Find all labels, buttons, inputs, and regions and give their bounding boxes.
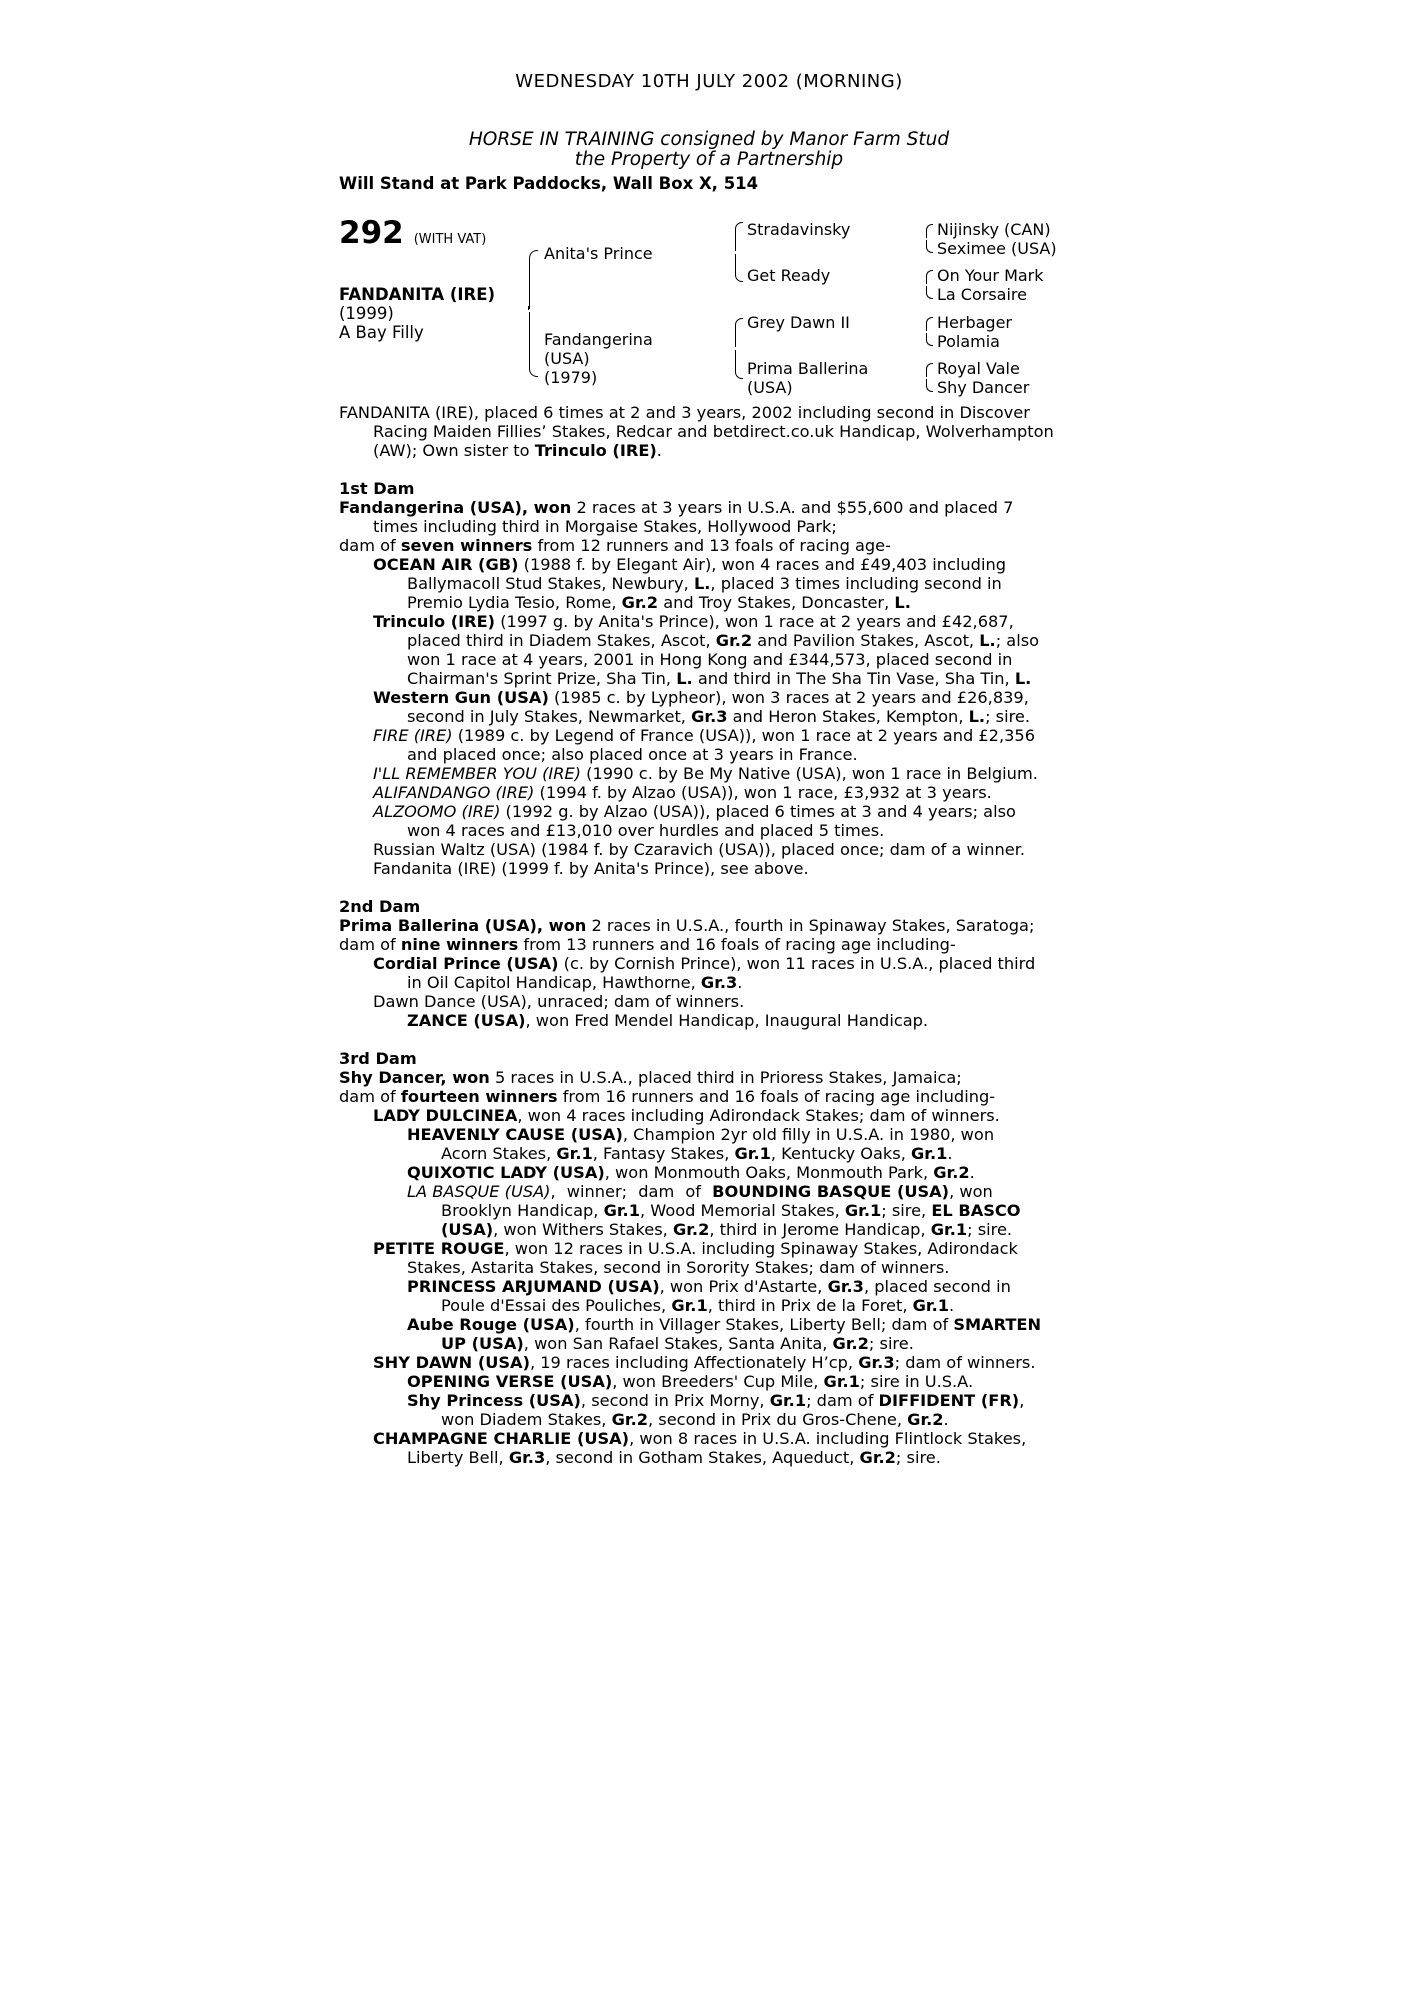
- produce-text: , third in Prix de la Foret,: [707, 1296, 913, 1315]
- produce-entry: [407, 1125, 994, 1144]
- produce-text: , won 12 races in U.S.A. including Spinaway Stakes, Adirondack: [504, 1239, 1018, 1258]
- produce-text: ; sire in U.S.A.: [859, 1372, 974, 1391]
- g3-bracket-2b: [926, 286, 933, 299]
- listed-badge: L.: [676, 669, 693, 688]
- produce-name: SHY DAWN (USA): [373, 1353, 530, 1372]
- group-badge: Gr.2: [672, 1220, 710, 1239]
- pedigree-dam-dam-name: Prima Ballerina: [747, 359, 869, 378]
- produce-text: , placed 3 times including second in: [710, 574, 1002, 593]
- produce-text: Premio Lydia Tesio, Rome,: [407, 593, 622, 612]
- produce-entry: [373, 1429, 1026, 1448]
- produce-text: , fourth in Villager Stakes, Liberty Bell; dam of: [574, 1315, 954, 1334]
- produce-text: , won 4 races including Adirondack Stakes; dam of winners.: [517, 1106, 1000, 1125]
- produce-text: ; also: [995, 631, 1040, 650]
- pedigree-g3-6: Polamia: [937, 332, 1000, 351]
- produce-text: in Oil Capitol Handicap, Hawthorne,: [407, 973, 701, 992]
- group-badge: Gr.3: [508, 1448, 546, 1467]
- produce-text: Poule d'Essai des Pouliches,: [441, 1296, 672, 1315]
- summary-text: .: [656, 441, 662, 460]
- pedigree-sire-dam: Get Ready: [747, 266, 831, 285]
- dam-name: Shy Dancer, won: [339, 1068, 490, 1087]
- pedigree-dam: [544, 330, 653, 387]
- produce-text: from 12 runners and 13 foals of racing age-: [532, 536, 891, 555]
- produce-text: , second in Gotham Stakes, Aqueduct,: [545, 1448, 860, 1467]
- produce-text: won Diadem Stakes,: [441, 1410, 612, 1429]
- consignor-line: HORSE IN TRAINING consigned by Manor Farm Stud: [468, 129, 950, 150]
- group-badge: Gr.2: [832, 1334, 869, 1353]
- produce-text: from 13 runners and 16 foals of racing age including-: [518, 935, 956, 954]
- produce-text: , won Withers Stakes,: [493, 1220, 673, 1239]
- produce-text: , Kentucky Oaks,: [770, 1144, 911, 1163]
- produce-text: and Heron Stakes, Kempton,: [727, 707, 969, 726]
- g3-bracket-1b: [926, 240, 933, 253]
- produce-entry: [407, 1315, 1041, 1334]
- ownership-line: the Property of a Partnership: [574, 149, 844, 170]
- produce-text: and Troy Stakes, Doncaster,: [658, 593, 895, 612]
- group-badge: Gr.1: [844, 1201, 882, 1220]
- produce-text: .: [949, 1296, 955, 1315]
- produce-entry: won 1 race at 4 years, 2001 in Hong Kong and £344,573, placed second in: [407, 650, 1013, 669]
- produce-name: OPENING VERSE (USA): [407, 1372, 613, 1391]
- horse-year: (1999): [339, 304, 394, 323]
- group-badge: Gr.2: [933, 1163, 970, 1182]
- pedigree-dam-sire: Grey Dawn II: [747, 313, 850, 332]
- summary-line-3: [373, 441, 662, 460]
- produce-entry: [373, 783, 992, 802]
- produce-name: ALIFANDANGO (IRE): [373, 783, 535, 802]
- first-dam-line: times including third in Morgaise Stakes, Hollywood Park;: [373, 517, 837, 536]
- g3-bracket-2a: [926, 270, 933, 284]
- dam-record: 2 races in U.S.A., fourth in Spinaway Stakes, Saratoga;: [586, 916, 1035, 935]
- produce-entry: [373, 726, 1035, 745]
- pedigree-g3-3: On Your Mark: [937, 266, 1044, 285]
- summary-line-2: Racing Maiden Fillies’ Stakes, Redcar and betdirect.co.uk Handicap, Wolverhampton: [373, 422, 1054, 441]
- produce-name: PRINCESS ARJUMAND (USA): [407, 1277, 660, 1296]
- pedigree-dam-dam: [747, 359, 868, 397]
- group-badge: Gr.2: [715, 631, 753, 650]
- dam-name: Prima Ballerina (USA), won: [339, 916, 587, 935]
- group-badge: Gr.2: [907, 1410, 944, 1429]
- produce-text: , won Fred Mendel Handicap, Inaugural Handicap.: [525, 1011, 929, 1030]
- sire-bracket-bottom: [735, 254, 743, 282]
- first-dam-heading: 1st Dam: [339, 479, 415, 498]
- sale-date: WEDNESDAY 10TH JULY 2002 (MORNING): [515, 71, 903, 92]
- produce-text: , second in Prix du Gros-Chene,: [647, 1410, 908, 1429]
- produce-text: , won San Rafael Stakes, Santa Anita,: [523, 1334, 833, 1353]
- produce-text: (1990 c. by Be My Native (USA), won 1 race in Belgium.: [581, 764, 1038, 783]
- listed-badge: L.: [894, 593, 911, 612]
- group-badge: Gr.2: [621, 593, 659, 612]
- vat-note: (WITH VAT): [413, 232, 487, 247]
- produce-entry: [373, 555, 1006, 574]
- horse-details: [339, 285, 495, 342]
- produce-name: BOUNDING BASQUE (USA): [712, 1182, 950, 1201]
- pedigree-g3-2: Seximee (USA): [937, 239, 1057, 258]
- pedigree-g3-5: Herbager: [937, 313, 1012, 332]
- produce-name: (USA): [441, 1220, 494, 1239]
- pedigree-sire-sire: Stradavinsky: [747, 220, 851, 239]
- produce-text: , Wood Memorial Stakes,: [639, 1201, 845, 1220]
- produce-entry: [407, 1448, 941, 1467]
- lot-number-value: 292: [339, 215, 404, 251]
- produce-text: Ballymacoll Stud Stakes, Newbury,: [407, 574, 694, 593]
- pedigree-dam-year: (1979): [544, 368, 598, 387]
- consignment-heading: [339, 130, 1079, 170]
- produce-text: , Fantasy Stakes,: [592, 1144, 735, 1163]
- group-badge: Gr.3: [858, 1353, 895, 1372]
- group-badge: Gr.3: [827, 1277, 864, 1296]
- pedigree-dam-origin: (USA): [544, 349, 590, 368]
- listed-badge: L.: [979, 631, 996, 650]
- pedigree-bracket-bottom: [529, 312, 538, 377]
- produce-entry: [407, 1372, 973, 1391]
- third-dam-line: [339, 1087, 995, 1106]
- group-badge: Gr.1: [734, 1144, 771, 1163]
- stabling-location: Will Stand at Park Paddocks, Wall Box X, 514: [339, 174, 759, 193]
- pedigree-bracket-mid: [520, 306, 529, 310]
- produce-name: SMARTEN: [953, 1315, 1042, 1334]
- pedigree-g3-1: Nijinsky (CAN): [937, 220, 1051, 239]
- produce-text: from 16 runners and 16 foals of racing age including-: [557, 1087, 996, 1106]
- produce-text: ; sire,: [881, 1201, 932, 1220]
- produce-entry: [407, 1163, 975, 1182]
- produce-entry: [441, 1201, 1021, 1220]
- produce-text: (1992 g. by Alzao (USA)), placed 6 times at 3 and 4 years; also: [500, 802, 1016, 821]
- produce-text: ; sire.: [985, 707, 1031, 726]
- first-dam-line: [339, 498, 1013, 517]
- produce-entry: [441, 1410, 949, 1429]
- dam-record: 2 races at 3 years in U.S.A. and $55,600 and placed 7: [571, 498, 1014, 517]
- listed-badge: L.: [968, 707, 986, 726]
- group-badge: Gr.1: [769, 1391, 807, 1410]
- produce-text: .: [947, 1144, 953, 1163]
- lot-number: [339, 215, 487, 251]
- listed-badge: L.: [1014, 669, 1032, 688]
- produce-name: Cordial Prince (USA): [373, 954, 559, 973]
- second-dam-line: [339, 935, 956, 954]
- produce-text: .: [737, 973, 743, 992]
- produce-text: , won 8 races in U.S.A. including Flintlock Stakes,: [629, 1429, 1027, 1448]
- pedigree-dam-name: Fandangerina: [544, 330, 653, 349]
- produce-entry: [373, 612, 1014, 631]
- produce-entry: won 4 races and £13,010 over hurdles and placed 5 times.: [407, 821, 885, 840]
- pedigree-g3-7: Royal Vale: [937, 359, 1020, 378]
- produce-entry: Stakes, Astarita Stakes, second in Sorority Stakes; dam of winners.: [407, 1258, 950, 1277]
- produce-name: Shy Princess (USA): [407, 1391, 581, 1410]
- produce-text: , won: [949, 1182, 993, 1201]
- group-badge: Gr.3: [691, 707, 728, 726]
- produce-entry: [407, 574, 1002, 593]
- produce-entry: [441, 1334, 914, 1353]
- produce-entry: [407, 1011, 928, 1030]
- dam-name: Fandangerina (USA), won: [339, 498, 572, 517]
- produce-text: Acorn Stakes,: [441, 1144, 557, 1163]
- produce-name: Western Gun (USA): [373, 688, 549, 707]
- group-badge: Gr.3: [700, 973, 738, 992]
- produce-entry: [373, 688, 1029, 707]
- produce-entry: [407, 669, 1031, 688]
- produce-text: (c. by Cornish Prince), won 11 races in U.S.A., placed third: [558, 954, 1036, 973]
- produce-entry: [407, 593, 911, 612]
- produce-entry: and placed once; also placed once at 3 years in France.: [407, 745, 858, 764]
- produce-entry: [441, 1296, 954, 1315]
- winner-count: nine winners: [400, 935, 519, 954]
- produce-name: I'LL REMEMBER YOU (IRE): [373, 764, 581, 783]
- produce-text: , second in Prix Morny,: [580, 1391, 770, 1410]
- produce-text: .: [943, 1410, 949, 1429]
- produce-name: DIFFIDENT (FR): [878, 1391, 1020, 1410]
- produce-text: ; sire.: [868, 1334, 914, 1353]
- produce-name: CHAMPAGNE CHARLIE (USA): [373, 1429, 630, 1448]
- produce-name: HEAVENLY CAUSE (USA): [407, 1125, 623, 1144]
- group-badge: Gr.1: [823, 1372, 860, 1391]
- produce-name: QUIXOTIC LADY (USA): [407, 1163, 605, 1182]
- group-badge: Gr.1: [930, 1220, 968, 1239]
- produce-text: ; dam of: [806, 1391, 879, 1410]
- horse-name: FANDANITA (IRE): [339, 285, 496, 304]
- produce-text: , won Breeders' Cup Mile,: [612, 1372, 824, 1391]
- second-dam-line: [339, 916, 1034, 935]
- summary-line-1: FANDANITA (IRE), placed 6 times at 2 and 3 years, 2002 including second in Discover: [339, 403, 1030, 422]
- group-badge: Gr.2: [611, 1410, 648, 1429]
- produce-entry: Russian Waltz (USA) (1984 f. by Czaravich (USA)), placed once; dam of a winner.: [373, 840, 1026, 859]
- produce-name: ZANCE (USA): [407, 1011, 526, 1030]
- g3-bracket-4a: [926, 363, 933, 377]
- produce-entry: [441, 1220, 1012, 1239]
- produce-text: placed third in Diadem Stakes, Ascot,: [407, 631, 716, 650]
- group-badge: Gr.1: [671, 1296, 708, 1315]
- produce-entry: [373, 764, 1038, 783]
- produce-text: , 19 races including Affectionately H’cp,: [529, 1353, 859, 1372]
- produce-entry: Dawn Dance (USA), unraced; dam of winners.: [373, 992, 745, 1011]
- produce-name: UP (USA): [441, 1334, 524, 1353]
- produce-entry: [407, 631, 1039, 650]
- group-badge: Gr.1: [603, 1201, 640, 1220]
- produce-entry: [407, 1277, 1011, 1296]
- produce-entry: Fandanita (IRE) (1999 f. by Anita's Prince), see above.: [373, 859, 809, 878]
- produce-text: Liberty Bell,: [407, 1448, 509, 1467]
- produce-name: FIRE (IRE): [373, 726, 453, 745]
- produce-entry: [407, 973, 742, 992]
- group-badge: Gr.1: [911, 1144, 948, 1163]
- g3-bracket-4b: [926, 379, 933, 392]
- dam-bracket-bottom: [735, 350, 743, 379]
- group-badge: Gr.2: [859, 1448, 896, 1467]
- third-dam-heading: 3rd Dam: [339, 1049, 417, 1068]
- produce-text: second in July Stakes, Newmarket,: [407, 707, 692, 726]
- produce-name: ALZOOMO (IRE): [373, 802, 501, 821]
- produce-text: ; dam of winners.: [894, 1353, 1036, 1372]
- produce-entry: [373, 1353, 1036, 1372]
- produce-text: (1994 f. by Alzao (USA)), won 1 race, £3,932 at 3 years.: [534, 783, 992, 802]
- produce-entry: [441, 1144, 953, 1163]
- produce-entry: [373, 802, 1016, 821]
- produce-entry: [373, 1239, 1018, 1258]
- pedigree-g3-8: Shy Dancer: [937, 378, 1030, 397]
- g3-bracket-3b: [926, 333, 933, 346]
- produce-text: , winner; dam of: [550, 1182, 713, 1201]
- second-dam-heading: 2nd Dam: [339, 897, 421, 916]
- produce-text: Chairman's Sprint Prize, Sha Tin,: [407, 669, 677, 688]
- listed-badge: L.: [693, 574, 711, 593]
- pedigree-bracket-top: [529, 250, 538, 309]
- g3-bracket-1a: [926, 224, 933, 238]
- produce-text: Brooklyn Handicap,: [441, 1201, 604, 1220]
- sibling-name: Trinculo (IRE): [534, 441, 657, 460]
- produce-name: Aube Rouge (USA): [407, 1315, 575, 1334]
- produce-entry: [407, 1182, 993, 1201]
- produce-text: , Champion 2yr old filly in U.S.A. in 1980, won: [622, 1125, 995, 1144]
- produce-name: EL BASCO: [931, 1201, 1021, 1220]
- produce-text: .: [969, 1163, 975, 1182]
- produce-text: , won Prix d'Astarte,: [659, 1277, 828, 1296]
- produce-name: LA BASQUE (USA): [407, 1182, 551, 1201]
- produce-text: , third in Jerome Handicap,: [709, 1220, 931, 1239]
- produce-name: OCEAN AIR (GB): [373, 555, 519, 574]
- produce-text: (1988 f. by Elegant Air), won 4 races and £49,403 including: [518, 555, 1006, 574]
- summary-text: (AW); Own sister to: [373, 441, 535, 460]
- first-dam-line: [339, 536, 891, 555]
- pedigree-g3-4: La Corsaire: [937, 285, 1027, 304]
- produce-entry: [407, 707, 1030, 726]
- produce-text: dam of: [339, 1087, 401, 1106]
- produce-name: PETITE ROUGE: [373, 1239, 505, 1258]
- pedigree-dam-dam-origin: (USA): [747, 378, 793, 397]
- produce-text: and third in The Sha Tin Vase, Sha Tin,: [692, 669, 1015, 688]
- pedigree-sire: Anita's Prince: [544, 244, 653, 263]
- winner-count: fourteen winners: [400, 1087, 558, 1106]
- produce-text: (1997 g. by Anita's Prince), won 1 race at 2 years and £42,687,: [495, 612, 1014, 631]
- produce-text: dam of: [339, 935, 401, 954]
- produce-name: Trinculo (IRE): [373, 612, 496, 631]
- group-badge: Gr.1: [912, 1296, 950, 1315]
- dam-bracket-top: [735, 318, 743, 347]
- sire-bracket-top: [735, 222, 743, 251]
- winner-count: seven winners: [400, 536, 533, 555]
- produce-text: dam of: [339, 536, 401, 555]
- produce-text: (1989 c. by Legend of France (USA)), won 1 race at 2 years and £2,356: [452, 726, 1036, 745]
- produce-entry: [373, 1106, 1000, 1125]
- produce-text: ,: [1019, 1391, 1025, 1410]
- group-badge: Gr.1: [556, 1144, 593, 1163]
- produce-text: , won Monmouth Oaks, Monmouth Park,: [604, 1163, 934, 1182]
- produce-text: (1985 c. by Lypheor), won 3 races at 2 years and £26,839,: [548, 688, 1029, 707]
- produce-entry: [407, 1391, 1024, 1410]
- produce-text: ; sire.: [895, 1448, 941, 1467]
- produce-name: LADY DULCINEA: [373, 1106, 518, 1125]
- produce-text: , placed second in: [863, 1277, 1011, 1296]
- third-dam-line: [339, 1068, 962, 1087]
- dam-record: 5 races in U.S.A., placed third in Prioress Stakes, Jamaica;: [489, 1068, 962, 1087]
- g3-bracket-3a: [926, 317, 933, 331]
- produce-text: and Pavilion Stakes, Ascot,: [752, 631, 980, 650]
- horse-description: A Bay Filly: [339, 323, 424, 342]
- produce-text: ; sire.: [967, 1220, 1013, 1239]
- produce-entry: [373, 954, 1035, 973]
